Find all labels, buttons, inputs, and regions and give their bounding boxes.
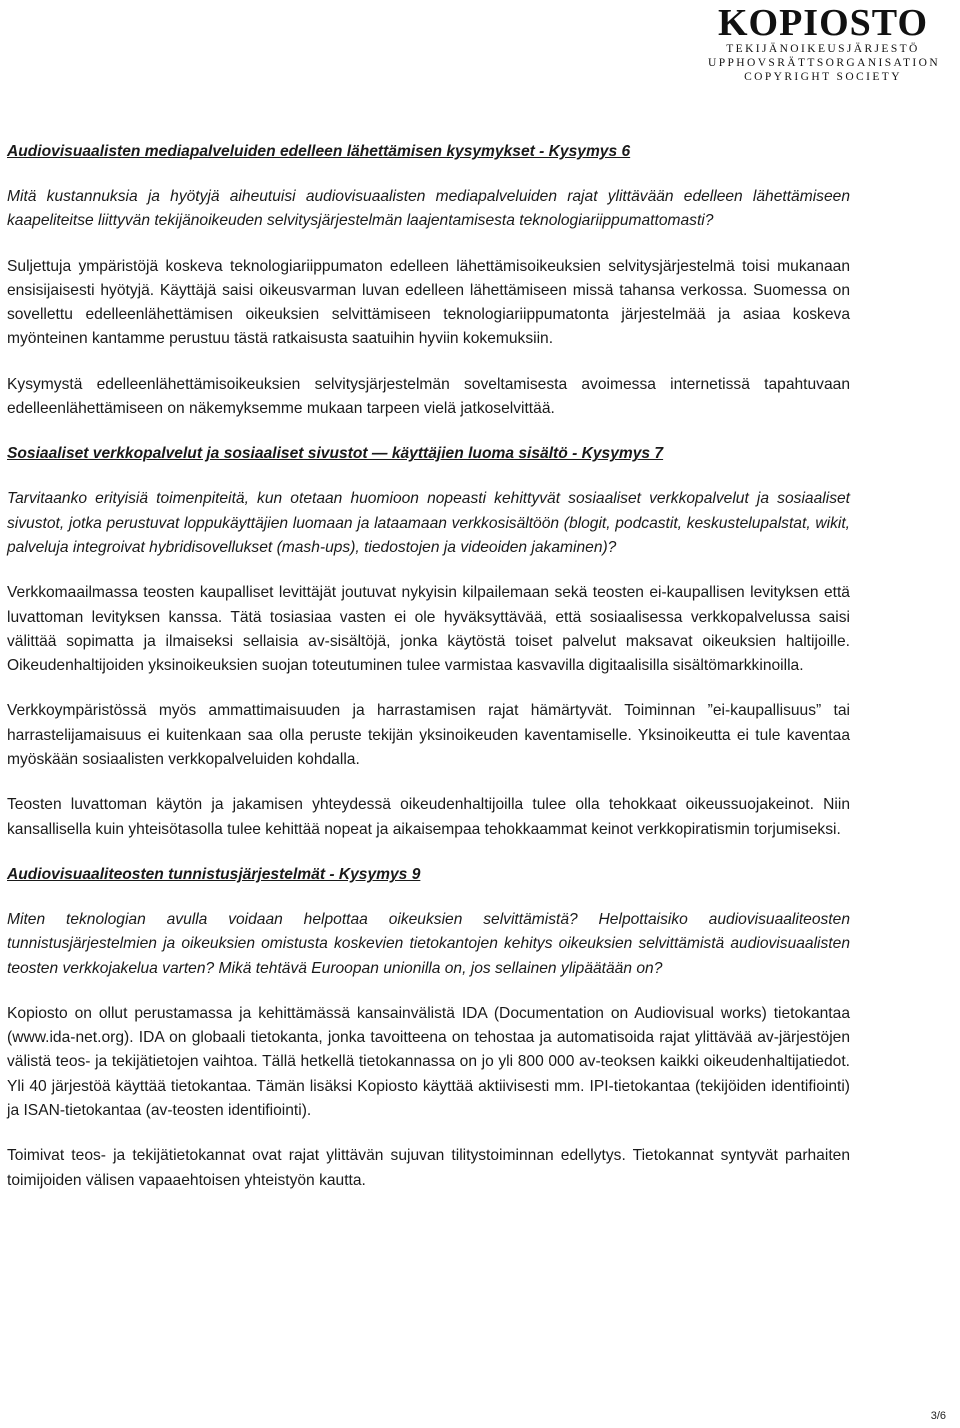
answer-paragraph: Verkkomaailmassa teosten kaupalliset levittäjät joutuvat nykyisin kilpailemaan sekä teosten ei-kaupallisen levityksen että luvattoman levityksen kanssa. Tätä tosiasiaa vasten ei ole hyväksyttävää, että sosiaalisessa verkkopalvelussa saisi välittää sopimatta ja ilmaiseksi sellaisia av-sisältöjä, jonka käytöstä toiset palvelut maksavat oikeuksien haltijoille. Oikeudenhaltijoiden yksinoikeuksien suojan toteutuminen tulee varmistaa kasvavilla digitaalisilla sisältömarkkinoilla.	[7, 584, 850, 675]
question-text: Tarvitaanko erityisiä toimenpiteitä, kun otetaan huomioon nopeasti kehittyvät sosiaaliset verkkopalvelut ja sosiaaliset sivustot, jotka perustuvat loppukäyttäjien luomaan ja lataamaan verkkosisältöön (blogit, podcastit, keskustelupalstat, wikit, palveluja integroivat hybridisovellukset (mash-ups), tiedostojen ja videoiden jakaminen)?	[7, 490, 850, 556]
answer-paragraph: Teosten luvattoman käytön ja jakamisen yhteydessä oikeudenhaltijoilla tulee olla tehokkaat oikeussuojakeinot. Niin kansallisella kuin yhteisötasolla tulee kehittää nopeat ja aikaisempaa tehokkaammat keinot verkkopiratismin torjumiseksi.	[7, 796, 850, 838]
answer-paragraph: Kopiosto on ollut perustamassa ja kehittämässä kansainvälistä IDA (Documentation on Audiovisual works) tietokantaa (www.ida-net.org). IDA on globaali tietokanta, jonka tavoitteena on tehostaa ja automatisoida rajat ylittävää av-järjestöjen välistä teos- ja tekijätietojen vaihtoa. Tällä hetkellä tietokannassa on jo yli 800 000 av-teoksen kaikki oikeudenhaltijatiedot. Yli 40 järjestöä käyttää tietokantaa. Tämän lisäksi Kopiosto käyttää aktiivisesti mm. IPI-tietokantaa (tekijöiden identifiointi) ja ISAN-tietokantaa (av-teosten identifiointi).	[7, 1004, 850, 1120]
answer-paragraph: Verkkoympäristössä myös ammattimaisuuden ja harrastamisen rajat hämärtyvät. Toiminnan ”ei-kaupallisuus” tai harrastelijamaisuus ei kuitenkaan saa olla peruste tekijän yksinoikeuden kaventamiselle. Yksinoikeutta ei tule kaventaa myöskään sosiaalisten verkkopalveluiden kohdalla.	[7, 702, 850, 769]
logo-subtitle-en: COPYRIGHT SOCIETY	[744, 71, 902, 83]
question-text: Mitä kustannuksia ja hyötyjä aiheutuisi audiovisuaalisten mediapalveluiden rajat ylittävään edelleen lähettämiseen kaapeliteitse liittyvän tekijänoikeuden selvitysjärjestelmän laajentamisesta teknologiariippumattomasti?	[7, 188, 850, 230]
kopiosto-logo	[708, 2, 941, 84]
logo-subtitle-sv: UPPHOVSRÄTTSORGANISATION	[708, 57, 941, 69]
document-body	[7, 140, 850, 1214]
question-text: Miten teknologian avulla voidaan helpottaa oikeuksien selvittämistä? Helpottaisiko audiovisuaaliteosten tunnistusjärjestelmien ja oikeuksien omistusta koskevien tietokantojen kehitys oikeuksien selvittämistä audiovisuaalisten teosten verkkojakelua varten? Mikä tehtävä Euroopan unionilla on, jos sellainen ylipäätään on?	[7, 910, 850, 977]
answer-paragraph: Kysymystä edelleenlähettämisoikeuksien selvitysjärjestelmän soveltamisesta avoimessa internetissä tapahtuvaan edelleenlähettämiseen on näkemyksemme mukaan tarpeen vielä jatkoselvittää.	[7, 375, 850, 418]
section-heading: Audiovisuaalisten mediapalveluiden edelleen lähettämisen kysymykset - Kysymys 6	[7, 143, 631, 160]
section-heading: Audiovisuaaliteosten tunnistusjärjestelmät - Kysymys 9	[7, 865, 421, 883]
page-number: 3/6	[930, 1410, 946, 1422]
answer-paragraph: Toimivat teos- ja tekijätietokannat ovat rajat ylittävän sujuvan tilitystoiminnan edellytys. Tietokannat syntyvät parhaiten toimijoiden välisen vapaaehtoisen yhteistyön kautta.	[7, 1147, 850, 1189]
logo-subtitle-fi: TEKIJÄNOIKEUSJÄRJESTÖ	[726, 43, 920, 55]
answer-paragraph: Suljettuja ympäristöjä koskeva teknologiariippumaton edelleen lähettämisoikeuksien selvitysjärjestelmä toisi mukanaan ensisijaisesti hyötyjä. Käyttäjä saisi oikeusvarman luvan edelleen lähettämiseen missä tahansa verkossa. Suomessa on sovellettu edelleenlähettämisen oikeuksien selvittämiseen teknologiariippumatonta järjestelmää ja asiaa koskeva myönteinen kantamme perustuu tästä ratkaisusta saatuihin hyviin kokemuksiin.	[7, 257, 850, 348]
logo-name: KOPIOSTO	[717, 2, 929, 44]
section-heading: Sosiaaliset verkkopalvelut ja sosiaaliset sivustot — käyttäjien luoma sisältö - Kysymys 7	[7, 445, 664, 463]
